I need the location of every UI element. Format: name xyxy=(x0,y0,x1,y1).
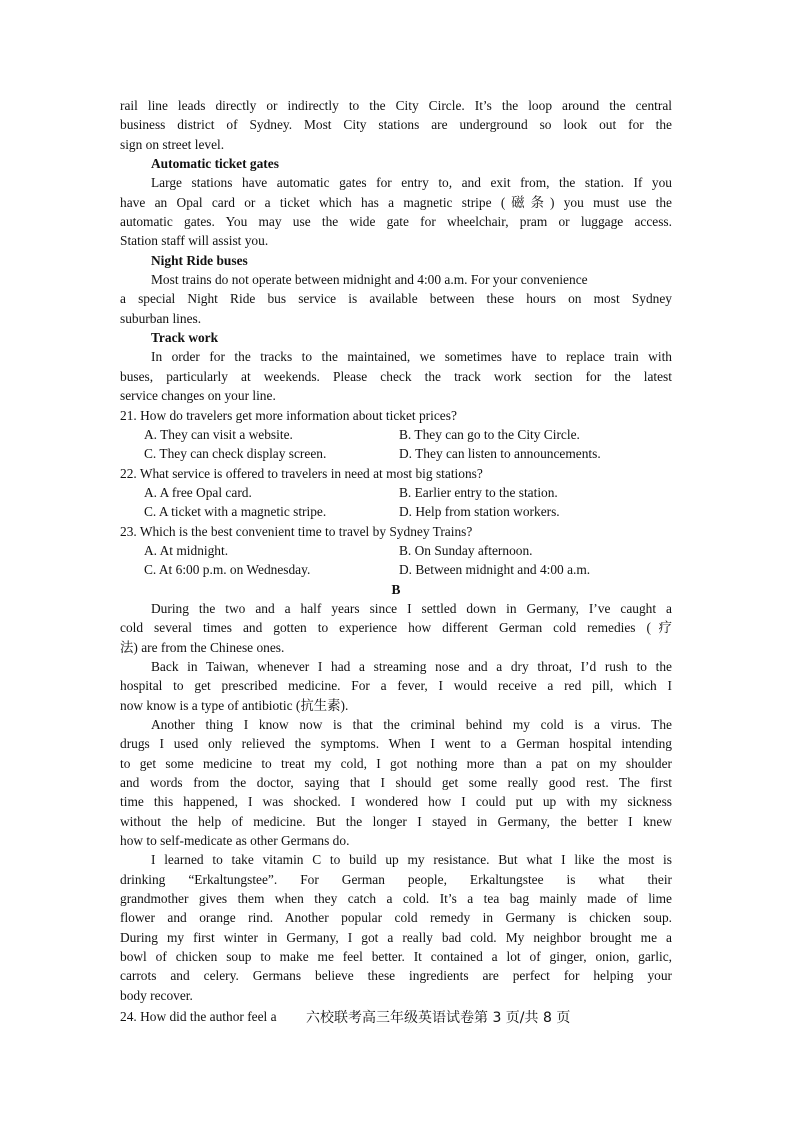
text-line: In order for the tracks to the maintained, we sometimes have to replace train with xyxy=(151,349,672,365)
text-line: body recover. xyxy=(120,987,193,1003)
text-line: rail line leads directly or indirectly to the City Circle. It’s the loop around the central xyxy=(120,98,672,113)
text-line: to get some medicine to treat my cold, I got nothing more than a pat on my shoulder xyxy=(120,755,672,771)
text-line: and words from the doctor, saying that I should get some really good rest. The first xyxy=(120,775,672,791)
text-line: how to self-medicate as other Germans do. xyxy=(120,833,350,849)
option-row xyxy=(120,560,672,579)
question-stem: 23. Which is the best convenient time to travel by Sydney Trains? xyxy=(120,523,473,539)
option-row xyxy=(120,444,672,463)
page-footer xyxy=(120,1005,672,1029)
text-line: grandmother gives them when they catch a cold. It’s a tea bag mainly made of lime xyxy=(120,891,672,907)
text-line: sign on street level. xyxy=(120,136,225,152)
text-line: drinking “Erkaltungstee”. For German people, Erkaltungstee is what their xyxy=(120,871,672,887)
text-line: now know is a type of antibiotic (抗生素). xyxy=(120,697,349,713)
text-line: automatic gates. You may use the wide gate for wheelchair, pram or luggage access. xyxy=(120,214,672,230)
text-line: cold several times and gotten to experience how different German cold remedies (疗 xyxy=(120,620,672,636)
option-b: B. Earlier entry to the station. xyxy=(399,484,558,500)
option-a: A. At midnight. xyxy=(144,542,229,558)
option-b: B. They can go to the City Circle. xyxy=(399,426,580,442)
text-line: Back in Taiwan, whenever I had a streaming nose and a dry throat, I’d rush to the xyxy=(151,658,672,674)
text-line: During my first winter in Germany, I got a really bad cold. My neighbor brought me a xyxy=(120,929,672,945)
option-c: C. They can check display screen. xyxy=(144,446,327,462)
option-d: D. Between midnight and 4:00 a.m. xyxy=(399,562,591,578)
text-line: hospital to get prescribed medicine. For a fever, I would receive a red pill, which I xyxy=(120,678,672,694)
option-row xyxy=(120,425,672,444)
text-line: Station staff will assist you. xyxy=(120,233,269,249)
section-heading: Automatic ticket gates xyxy=(151,156,279,172)
option-a: A. A free Opal card. xyxy=(144,484,252,500)
option-c: C. At 6:00 p.m. on Wednesday. xyxy=(144,562,311,578)
question-stem-partial: 24. How did the author feel a xyxy=(120,1009,277,1024)
text-line: Large stations have automatic gates for entry to, and exit from, the station. If you xyxy=(151,175,672,191)
text-line: carrots and celery. Germans believe these ingredients are perfect for helping your xyxy=(120,968,672,984)
text-line: buses, particularly at weekends. Please check the track work section for the latest xyxy=(120,368,672,384)
section-label: B xyxy=(391,581,401,597)
question-stem: 22. What service is offered to travelers in need at most big stations? xyxy=(120,465,483,481)
option-row xyxy=(120,541,672,560)
option-a: A. They can visit a website. xyxy=(144,426,293,442)
text-line: During the two and a half years since I settled down in Germany, I’ve caught a xyxy=(151,600,672,616)
option-d: D. They can listen to announcements. xyxy=(399,446,601,462)
text-line: a special Night Ride bus service is available between these hours on most Sydney xyxy=(120,291,672,307)
exam-page xyxy=(120,96,672,1005)
text-line: without the help of medicine. But the longer I stayed in Germany, the better I knew xyxy=(120,813,672,829)
text-line: bowl of chicken soup to make me feel better. It contained a lot of ginger, onion, garlic, xyxy=(120,949,672,965)
option-row xyxy=(120,502,672,521)
text-line: suburban lines. xyxy=(120,310,202,326)
text-line: Most trains do not operate between midnight and 4:00 a.m. For your convenience xyxy=(151,272,588,288)
text-line: have an Opal card or a ticket which has a magnetic stripe (磁条) you must use the xyxy=(120,194,672,210)
option-b: B. On Sunday afternoon. xyxy=(399,542,533,558)
page-number-label: 六校联考高三年级英语试卷第 3 页/共 8 页 xyxy=(306,1010,571,1026)
text-line: drugs I used only relieved the symptoms. When I went to a German hospital intending xyxy=(120,736,672,752)
text-line: time this happened, I was shocked. I wondered how I could put up with my sickness xyxy=(120,794,672,810)
option-row xyxy=(120,483,672,502)
text-line: 法) are from the Chinese ones. xyxy=(120,639,285,655)
option-d: D. Help from station workers. xyxy=(399,504,560,520)
question-stem: 21. How do travelers get more information about ticket prices? xyxy=(120,407,457,423)
section-heading: Track work xyxy=(151,330,219,346)
text-line: flower and orange rind. Another popular cold remedy in Germany is chicken soup. xyxy=(120,910,672,926)
text-line: I learned to take vitamin C to build up my resistance. But what I like the most is xyxy=(151,852,672,868)
text-line: Another thing I know now is that the criminal behind my cold is a virus. The xyxy=(151,717,672,732)
text-line: service changes on your line. xyxy=(120,388,276,404)
section-heading: Night Ride buses xyxy=(151,252,248,268)
option-c: C. A ticket with a magnetic stripe. xyxy=(144,504,327,520)
text-line: business district of Sydney. Most City stations are underground so look out for the xyxy=(120,117,672,133)
